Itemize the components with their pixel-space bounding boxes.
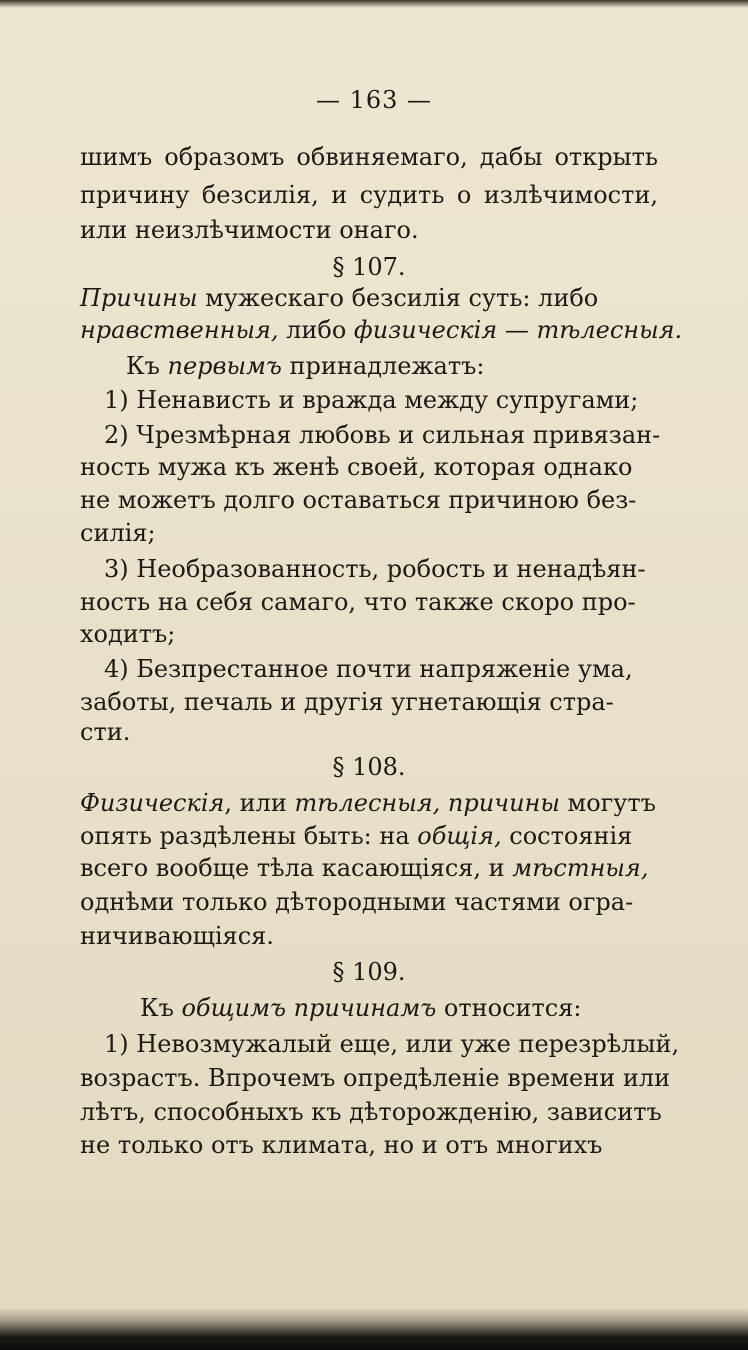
text-line: лѣтъ, способныхъ къ дѣторожденію, зависитъ: [80, 1098, 662, 1126]
section-heading-107: § 107.: [332, 253, 406, 281]
text-line: не только отъ климата, но и отъ многихъ: [80, 1131, 603, 1159]
text-line: ность мужа къ женѣ своей, которая однако: [80, 453, 633, 481]
text-span: могутъ: [559, 789, 656, 817]
text-line: сти.: [80, 718, 131, 746]
text-span: Къ: [126, 352, 168, 380]
text-line: [80, 822, 658, 850]
page-top-edge: [0, 0, 748, 8]
text-line: силія;: [80, 519, 156, 547]
text-span: , или: [224, 789, 295, 817]
section-heading-108: § 108.: [332, 753, 406, 781]
text-line: [140, 994, 718, 1022]
text-span: либо: [278, 316, 354, 344]
text-line: 3) Необразованность, робость и ненадѣян-: [104, 555, 646, 583]
text-line: шимъ образомъ обвиняемаго, дабы открыть: [80, 143, 658, 171]
text-line: [80, 854, 658, 882]
text-line: 1) Ненависть и вражда между супругами;: [104, 386, 639, 414]
text-line: не можетъ долго оставаться причиною без-: [80, 486, 637, 514]
page-bottom-edge: [0, 1308, 748, 1350]
text-span: Къ: [140, 994, 182, 1022]
text-line: ность на себя самаго, что также скоро про-: [80, 588, 636, 616]
text-span: принадлежатъ:: [281, 352, 485, 380]
text-line: ходитъ;: [80, 620, 176, 648]
text-line: заботы, печаль и другія угнетающія стра-: [80, 688, 614, 716]
italic-term: нравственныя,: [80, 316, 279, 344]
page-number: — 163 —: [315, 86, 433, 114]
text-line: однѣми только дѣтородными частями огра-: [80, 888, 634, 916]
text-line: 4) Безпрестанное почти напряженіе ума,: [104, 655, 633, 683]
text-line: или неизлѣчимости онаго.: [80, 216, 419, 244]
italic-term: Физическія: [80, 789, 225, 817]
text-span: относится:: [436, 994, 582, 1022]
italic-term: тѣлесныя, причины: [294, 789, 560, 817]
text-line: [80, 789, 658, 817]
text-span: состоянія: [501, 822, 633, 850]
text-line: [80, 316, 683, 344]
section-heading-109: § 109.: [332, 958, 406, 986]
text-line: возрастъ. Впрочемъ опредѣленіе времени или: [80, 1064, 671, 1092]
italic-term: мѣстныя,: [512, 854, 649, 882]
text-line: [80, 284, 658, 312]
text-line: 1) Невозмужалый еще, или уже перезрѣлый,: [104, 1030, 680, 1058]
italic-term: общія,: [417, 822, 502, 850]
text-span: всего вообще тѣла касающіяся, и: [80, 854, 513, 882]
text-span: мужескаго безсилія суть: либо: [197, 284, 599, 312]
text-line: ничивающіяся.: [80, 922, 274, 950]
text-span: опять раздѣлены быть: на: [80, 822, 418, 850]
text-line: причину безсилія, и судить о излѣчимости,: [80, 181, 658, 209]
text-line: 2) Чрезмѣрная любовь и сильная привязан-: [104, 421, 661, 449]
italic-term: общимъ причинамъ: [181, 994, 437, 1022]
text-line: [126, 352, 704, 380]
italic-term: физическія — тѣлесныя.: [353, 316, 683, 344]
italic-term: первымъ: [167, 352, 282, 380]
italic-term: Причины: [80, 284, 198, 312]
